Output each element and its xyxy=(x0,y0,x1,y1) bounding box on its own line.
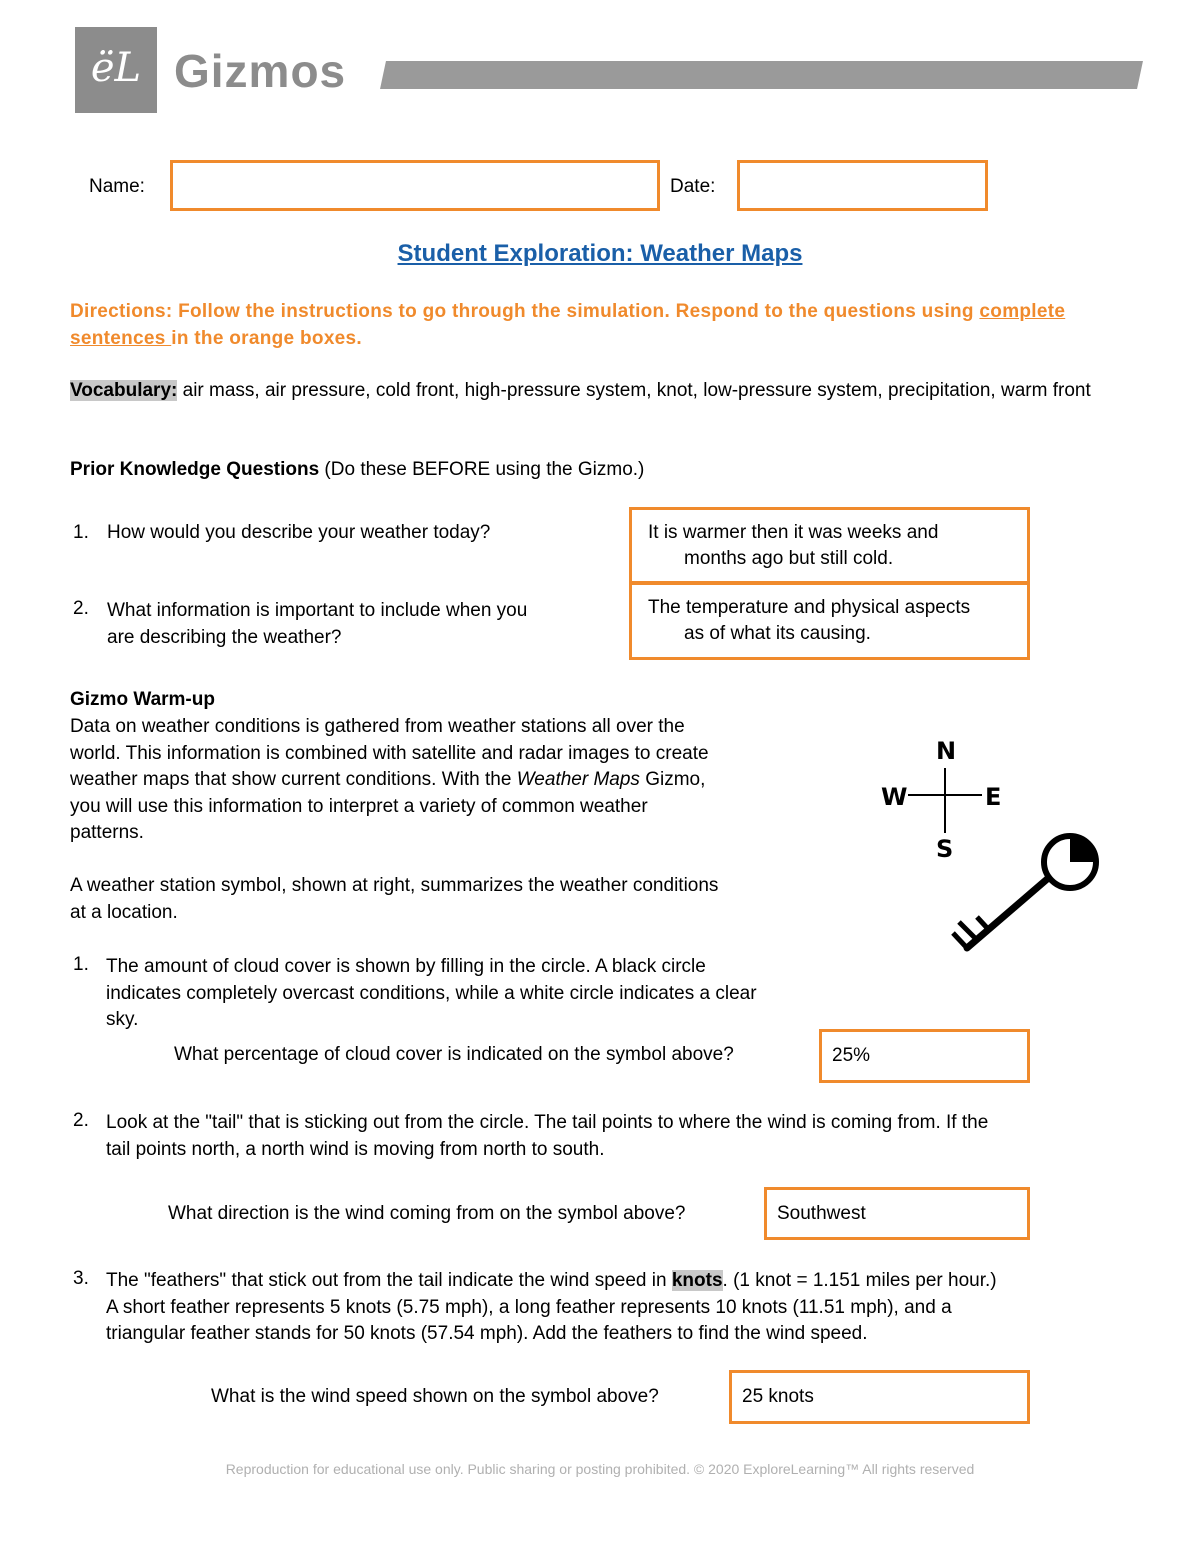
directions-text-1: Directions: Follow the instructions to go through the simulation. Respond to the questions using xyxy=(70,301,980,322)
warmup-question-number-3: 3. xyxy=(73,1268,89,1289)
prior-knowledge-heading xyxy=(70,459,644,481)
pk-answer-box-1[interactable] xyxy=(629,507,1030,584)
explorelearning-logo-icon: ëL xyxy=(90,45,142,91)
warmup-p2-line-1: A weather station symbol, shown at right, summarizes the weather conditions xyxy=(70,875,719,896)
pk-question-2-line-2: are describing the weather? xyxy=(107,626,342,648)
warmup-prompt-3: What is the wind speed shown on the symbol above? xyxy=(211,1386,659,1407)
footer-copyright: Reproduction for educational use only. Public sharing or posting prohibited. © 2020 ExploreLearning™ All rights reserved xyxy=(225,1461,975,1477)
answer-box-wind-direction[interactable]: Southwest xyxy=(764,1187,1030,1240)
weather-station-symbol-icon xyxy=(945,830,1110,970)
warmup-paragraph-1 xyxy=(70,714,830,847)
warmup-q3-line-2: A short feather represents 5 knots (5.75 mph), a long feather represents 10 knots (11.51 mph), and a xyxy=(106,1296,952,1318)
pk-answer-1-line-2: months ago but still cold. xyxy=(684,548,894,569)
pk-question-number-1: 1. xyxy=(73,522,89,543)
prior-knowledge-note: (Do these BEFORE using the Gizmo.) xyxy=(319,459,645,480)
directions-underlined: complete sentences xyxy=(70,301,1066,349)
answer-box-wind-speed[interactable]: 25 knots xyxy=(729,1370,1030,1424)
warmup-question-1 xyxy=(106,954,866,1034)
pk-answer-2-line-1: The temperature and physical aspects xyxy=(648,597,971,618)
warmup-q3-line-3: triangular feather stands for 50 knots (57.54 mph). Add the feathers to find the wind speed. xyxy=(106,1323,868,1344)
warmup-p1-line-3 xyxy=(70,767,830,794)
warmup-p2-line-2: at a location. xyxy=(70,901,178,923)
pk-answer-box-2[interactable] xyxy=(629,582,1030,660)
gizmos-logo-box xyxy=(75,27,157,113)
pk-question-1: How would you describe your weather today? xyxy=(107,522,491,543)
warmup-prompt-2: What direction is the wind coming from on the symbol above? xyxy=(168,1203,686,1224)
compass-south: S xyxy=(936,835,954,863)
warmup-p1-line-5: patterns. xyxy=(70,822,144,843)
warmup-q2-line-2: tail points north, a north wind is moving from north to south. xyxy=(106,1138,605,1160)
warmup-p1-line-4: you will use this information to interpret a variety of common weather xyxy=(70,795,648,817)
knots-term: knots xyxy=(671,1270,723,1291)
pk-answer-2-line-2: as of what its causing. xyxy=(684,623,871,644)
compass-north: N xyxy=(936,737,957,765)
compass-west: W xyxy=(881,783,908,811)
pk-question-2 xyxy=(107,598,527,651)
page-title: Student Exploration: Weather Maps xyxy=(397,240,803,267)
pk-answer-1-line-1: It is warmer then it was weeks and xyxy=(648,522,939,543)
warmup-q3-line-1 xyxy=(106,1268,1146,1295)
warmup-q3-line-1-a: The "feathers" that stick out from the tail indicate the wind speed in xyxy=(106,1270,672,1291)
gizmo-name: Weather Maps xyxy=(516,769,640,790)
name-field[interactable] xyxy=(170,160,660,211)
directions-text-2: in the orange boxes. xyxy=(171,328,362,349)
pk-question-2-line-1: What information is important to include when you xyxy=(107,600,528,621)
warmup-prompt-1: What percentage of cloud cover is indicated on the symbol above? xyxy=(174,1044,734,1065)
warmup-p1-line-3-b: Gizmo, xyxy=(639,769,706,790)
warmup-heading: Gizmo Warm-up xyxy=(70,689,215,710)
compass-east: E xyxy=(985,783,1002,811)
warmup-p1-line-3-a: weather maps that show current conditions. With the xyxy=(70,769,517,790)
answer-box-cloud-cover[interactable]: 25% xyxy=(819,1029,1030,1083)
warmup-p1-line-1: Data on weather conditions is gathered from weather stations all over the xyxy=(70,716,685,737)
warmup-q2-line-1: Look at the "tail" that is sticking out from the circle. The tail points to where the wind is coming from. If the xyxy=(106,1112,989,1133)
date-label: Date: xyxy=(670,176,716,197)
warmup-q1-line-1: The amount of cloud cover is shown by filling in the circle. A black circle xyxy=(106,956,706,977)
vocabulary-list: air mass, air pressure, cold front, high-pressure system, knot, low-pressure system, precipitation, warm front xyxy=(177,380,1091,401)
pk-question-number-2: 2. xyxy=(73,598,89,619)
date-field[interactable] xyxy=(737,160,988,211)
warmup-question-number-1: 1. xyxy=(73,954,89,975)
warmup-question-3 xyxy=(106,1268,1146,1348)
warmup-q3-line-1-b: . (1 knot = 1.151 miles per hour.) xyxy=(722,1270,997,1291)
prior-knowledge-title: Prior Knowledge Questions xyxy=(70,459,320,480)
warmup-paragraph-2 xyxy=(70,873,830,926)
warmup-q1-line-2: indicates completely overcast conditions, while a white circle indicates a clear xyxy=(106,982,757,1004)
directions xyxy=(70,298,1130,352)
warmup-q1-line-3: sky. xyxy=(106,1009,139,1030)
vocabulary xyxy=(70,377,1140,404)
warmup-question-number-2: 2. xyxy=(73,1110,89,1131)
warmup-question-2 xyxy=(106,1110,1146,1163)
gizmos-logo-text: Gizmos xyxy=(174,45,347,97)
warmup-p1-line-2: world. This information is combined with satellite and radar images to create xyxy=(70,742,709,764)
header-bar xyxy=(380,61,1143,89)
name-label: Name: xyxy=(89,176,145,197)
vocabulary-label: Vocabulary: xyxy=(70,380,178,401)
